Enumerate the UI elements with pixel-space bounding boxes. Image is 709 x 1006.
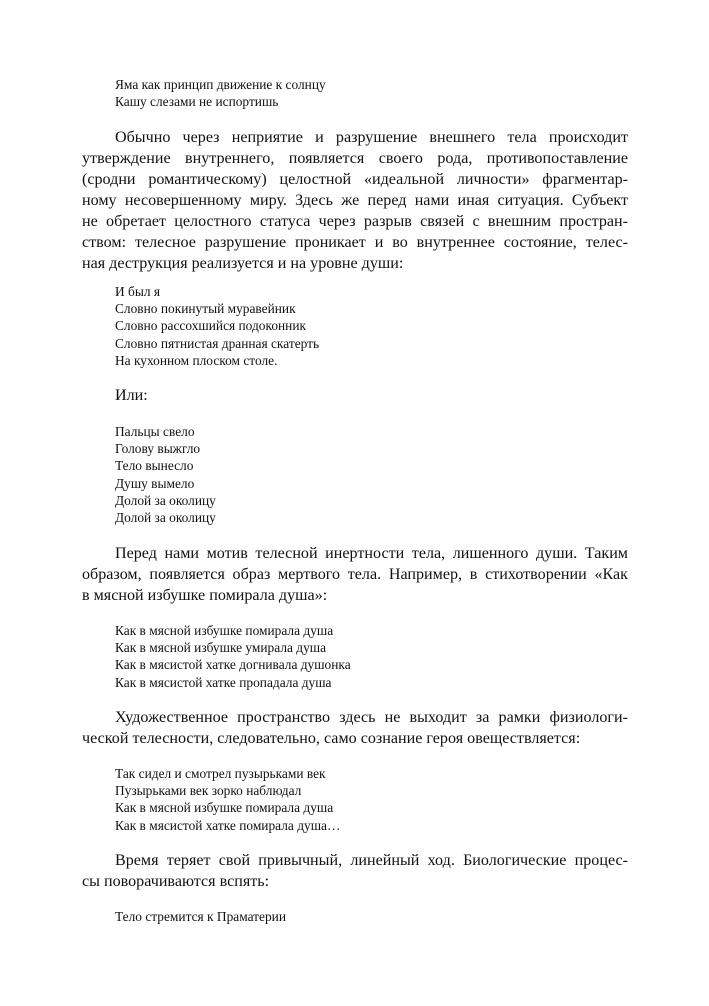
verse-a bbox=[115, 283, 319, 369]
verse-line: Тело стремится к Праматерии bbox=[115, 909, 287, 924]
verse-line: Как в мясной избушке помирала душа bbox=[115, 800, 334, 816]
text-line: утверждение внутреннего, появляется своего рода, противопоставление bbox=[82, 150, 628, 167]
verse-line: Душу вымело bbox=[115, 475, 195, 491]
paragraph-2 bbox=[82, 543, 628, 606]
text-line: сы поворачиваются вспять: bbox=[82, 873, 270, 890]
verse-line: И был я bbox=[115, 284, 161, 299]
verse-line: Словно покинутый муравейник bbox=[115, 301, 296, 317]
text-line: Художественное пространство здесь не выходит за рамки физиологи- bbox=[115, 709, 628, 726]
paragraph-3 bbox=[82, 707, 628, 749]
text-line: ческой телесности, следовательно, само сознание героя овеществляется: bbox=[82, 730, 581, 747]
verse-line: Как в мясной избушке умирала душа bbox=[115, 640, 327, 656]
verse-line: Так сидел и смотрел пузырьками век bbox=[115, 766, 326, 781]
text-line: Время теряет свой привычный, линейный ход. Биологические процес- bbox=[115, 852, 628, 869]
text-line: образом, появляется образ мертвого тела. Например, в стихотворении «Как bbox=[82, 566, 628, 583]
verse-line: Как в мясистой хатке пропадала душа bbox=[115, 674, 332, 690]
text-line: Обычно через неприятие и разрушение внешнего тела происходит bbox=[115, 129, 628, 146]
verse-line: Как в мясной избушке помирала душа bbox=[115, 623, 334, 638]
verse-line: Яма как принцип движение к солнцу bbox=[115, 77, 326, 92]
text-line: ному несовершенному миру. Здесь же перед нами иная ситуация. Субъект bbox=[82, 192, 628, 209]
verse-line: Словно рассохшийся подоконник bbox=[115, 318, 307, 334]
verse-d bbox=[115, 765, 340, 834]
verse-line: Кашу слезами не испортишь bbox=[115, 94, 279, 110]
text-line: ством: телесное разрушение проникает и во внутреннее состояние, телес- bbox=[82, 234, 628, 251]
paragraph-1 bbox=[82, 127, 628, 274]
verse-line: На кухонном плоском столе. bbox=[115, 352, 278, 368]
verse-line: Пузырьками век зорко наблюдал bbox=[115, 783, 302, 799]
verse-c bbox=[115, 622, 351, 691]
verse-line: Словно пятнистая дранная скатерть bbox=[115, 335, 320, 351]
verse-epigraph bbox=[115, 76, 326, 110]
verse-b bbox=[115, 423, 216, 526]
text-line: в мясной избушке помирала душа»: bbox=[82, 587, 328, 604]
verse-line: Долой за околицу bbox=[115, 510, 216, 526]
text-line: не обретает целостного статуса через разрыв связей с внешним простран- bbox=[82, 213, 628, 230]
verse-line: Как в мясистой хатке догнивала душонка bbox=[115, 657, 351, 673]
verse-line: Пальцы свело bbox=[115, 424, 195, 439]
text-line: Перед нами мотив телесной инертности тела, лишенного души. Таким bbox=[115, 545, 628, 562]
verse-e bbox=[115, 908, 286, 925]
verse-line: Как в мясистой хатке помирала душа… bbox=[115, 817, 341, 833]
text-line: (сродни романтическому) целостной «идеальной личности» фрагментар- bbox=[82, 171, 628, 188]
verse-line: Голову выжгло bbox=[115, 441, 201, 457]
text-line: ная деструкция реализуется и на уровне души: bbox=[82, 255, 404, 272]
transition-word: Или: bbox=[115, 387, 148, 404]
paragraph-4 bbox=[82, 850, 628, 892]
verse-line: Долой за околицу bbox=[115, 492, 216, 508]
verse-line: Тело вынесло bbox=[115, 458, 194, 474]
